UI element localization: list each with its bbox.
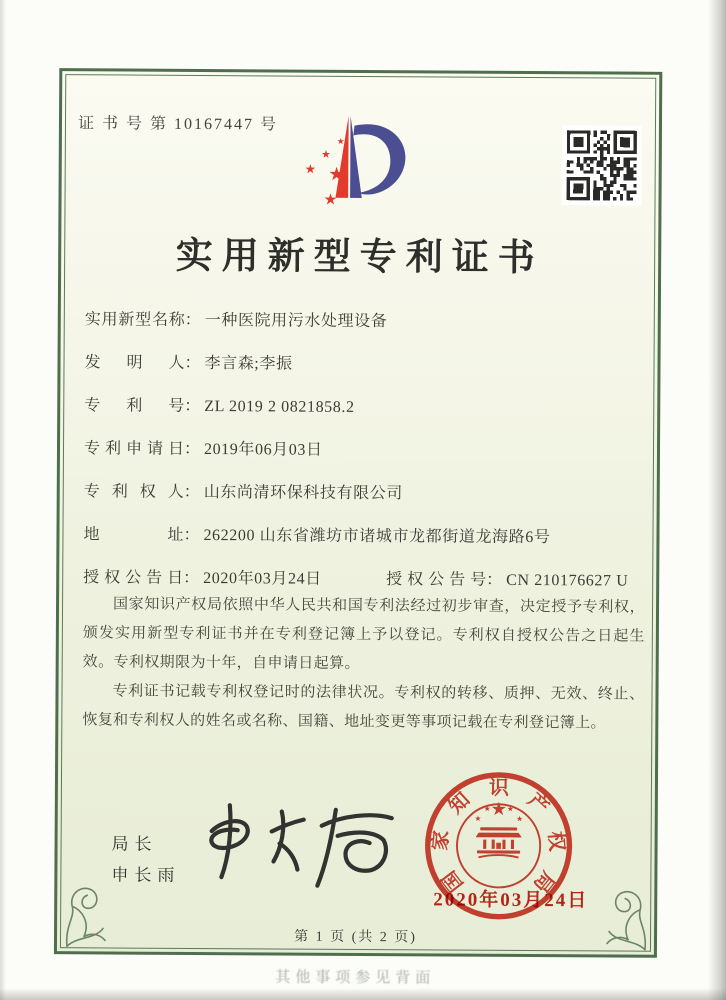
officer-title: 局长 — [111, 834, 158, 854]
star-icon: ★ — [328, 164, 345, 186]
grant-date-label: 授权公告日 — [83, 569, 184, 587]
certificate-number: 证 书 号 第 10167447 号 — [77, 115, 279, 134]
star-icon: ★ — [321, 148, 331, 161]
field-label: 专利权人 — [83, 483, 184, 501]
seal-char: 家 — [429, 829, 454, 852]
field-value: 李言森;李振 — [204, 355, 293, 373]
qr-code-svg — [567, 130, 637, 200]
grant-date-value: 2020年03月24日 — [203, 570, 322, 588]
handwritten-signature-icon — [189, 797, 400, 893]
field-row-patent-no — [84, 392, 646, 422]
qr-code — [561, 125, 641, 205]
field-row-address — [83, 521, 645, 551]
cnipa-patent-logo-icon — [293, 98, 450, 217]
certificate-fields — [83, 306, 647, 594]
field-label: 发明人 — [84, 354, 185, 372]
seal-char: 局 — [528, 866, 559, 897]
field-colon: ： — [183, 526, 200, 545]
field-row-name — [85, 306, 647, 336]
star-icon: ★ — [474, 814, 482, 824]
field-value: 一种医院用污水处理设备 — [204, 312, 388, 331]
legal-paragraph-1: 国家知识产权局依照中华人民共和国专利法经过初步审查，决定授予专利权，颁发实用新型专利证书并在专利登记簿上予以登记。专利权自授权公告之日起生效。专利权期限为十年，自申请日起算。 — [82, 596, 646, 672]
field-colon: ： — [184, 354, 201, 373]
back-note: 其他事项参见背面 — [275, 969, 436, 987]
field-colon: ： — [486, 571, 503, 589]
field-label: 地址 — [83, 526, 184, 544]
legal-paragraph-2: 专利证书记载专利权登记时的法律状况。专利权的转移、质押、无效、终止、恢复和专利权人的姓名或名称、国籍、地址变更等事项记载在专利登记簿上。 — [82, 683, 645, 732]
field-value: 山东尚清环保科技有限公司 — [203, 484, 403, 503]
field-colon: ： — [183, 569, 200, 588]
seal-char: 识 — [488, 777, 510, 800]
star-icon: ★ — [506, 804, 514, 814]
seal-char: 国 — [438, 866, 468, 896]
seal-char: 权 — [544, 830, 568, 853]
seal-char: 产 — [523, 789, 553, 819]
legal-text — [82, 590, 645, 738]
certificate-title: 实用新型专利证书 — [175, 235, 544, 280]
star-icon: ★ — [336, 136, 345, 147]
star-icon: ★ — [483, 804, 491, 814]
star-icon: ★ — [323, 191, 338, 209]
field-value: 262200 山东省潍坊市诸城市龙都街道龙海路6号 — [203, 527, 551, 547]
field-label: 专利号 — [84, 397, 185, 415]
field-row-patentee — [84, 478, 646, 508]
field-row-filing-date — [84, 435, 646, 465]
star-icon: ★ — [304, 162, 317, 177]
field-colon: ： — [183, 440, 201, 459]
grant-no-label: 授权公告号 — [386, 571, 487, 589]
field-label: 实用新型名称 — [84, 311, 185, 329]
field-colon: ： — [184, 397, 201, 416]
field-value: ZL 2019 2 0821858.2 — [204, 398, 355, 416]
star-icon: ★ — [490, 798, 508, 821]
field-colon: ： — [184, 311, 201, 330]
officer-name: 申长雨 — [111, 865, 181, 885]
seal-char: 知 — [444, 788, 475, 819]
field-label: 专利申请日 — [83, 440, 185, 458]
seal-date: 2020年03月24日 — [433, 889, 589, 912]
star-icon: ★ — [516, 814, 524, 824]
grant-no-value: CN 210176627 U — [506, 571, 629, 590]
field-value: 2019年06月03日 — [203, 441, 323, 459]
field-colon: ： — [183, 483, 200, 502]
page-footer: 第 1 页 (共 2 页) — [294, 929, 417, 946]
field-row-inventor — [84, 349, 646, 379]
